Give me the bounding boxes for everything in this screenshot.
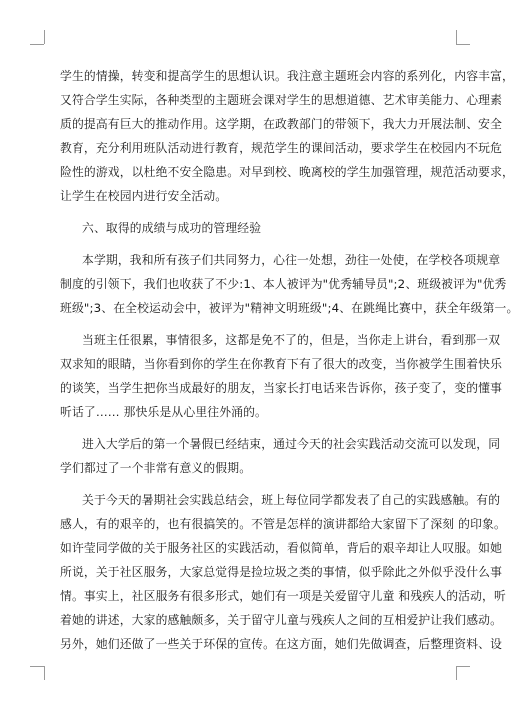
paragraph	[60, 432, 501, 480]
text-line: 质的提高有巨大的推动作用。这学期，在政教部门的带领下，我大力开展法制、安全	[60, 117, 503, 131]
text-line: 另外，她们还做了一些关于环保的宣传。在这方面，她们先做调查，后整理资料、设	[60, 637, 503, 651]
text-line: 关于今天的暑期社会实践总结会，班上每位同学都发表了自己的实践感触。有的	[82, 493, 501, 507]
paragraph	[60, 488, 506, 656]
text-line: 双求知的眼睛，当你看到你的学生在你教育下有了很大的改变，当你被学生围着快乐	[60, 357, 503, 371]
text-line: 的谈笑，当学生把你当成最好的朋友，当家长打电话来告诉你，孩子变了，变的懂事	[60, 381, 503, 395]
text-line: 学生的情操，转变和提高学生的思想认识。我注意主题班会内容的系列化，内容丰富，	[60, 69, 514, 83]
crop-mark-top-right-v	[456, 30, 457, 44]
crop-mark-bottom-right-v	[456, 666, 457, 680]
crop-mark-bottom-left-h	[30, 666, 44, 667]
crop-mark-bottom-right-h	[456, 666, 470, 667]
text-line: 学们都过了一个非常有意义的假期。	[60, 461, 252, 475]
paragraph	[60, 248, 518, 320]
text-line: 感人，有的艰辛的，也有很搞笑的。不管是怎样的演讲都给大家留下了深刻 的印象。	[60, 517, 506, 531]
crop-mark-top-left-v	[44, 30, 45, 44]
text-line: 如许莹同学做的关于服务社区的实践活动，看似简单，背后的艰辛却让人叹服。如她	[60, 541, 503, 555]
text-line: 制度的引领下，我们也收获了不少:1、本人被评为"优秀辅导员";2、班级被评为"优秀	[60, 277, 507, 291]
crop-mark-top-right-h	[456, 44, 470, 45]
text-line: 六、取得的成绩与成功的管理经验	[82, 221, 262, 235]
text-line: 进入大学后的第一个暑假已经结束，通过今天的社会实践活动交流可以发现，同	[82, 437, 501, 451]
crop-mark-top-left-h	[30, 44, 44, 45]
document-body	[60, 64, 518, 664]
text-line: 当班主任很累，事情很多，这都是免不了的，但是，当你走上讲台，看到那一双	[82, 333, 501, 347]
text-line: 班级";3、在全校运动会中，被评为"精神文明班级";4、在跳绳比赛中，获全年级第一。	[60, 301, 518, 315]
text-line: 险性的游戏，以杜绝不安全隐患。对早到校、晚离校的学生加强管理，规范活动要求，	[60, 165, 514, 179]
text-line: 教育，充分利用班队活动进行教育，规范学生的课间活动，要求学生在校园内不玩危	[60, 141, 503, 155]
text-line: 本学期，我和所有孩子们共同努力，心往一处想，劲往一处使，在学校各项规章	[82, 253, 501, 267]
crop-mark-bottom-left-v	[44, 666, 45, 680]
text-line: 所说，关于社区服务，大家总觉得是捡垃圾之类的事情，似乎除此之外似乎没什么事	[60, 565, 503, 579]
paragraph	[60, 328, 503, 424]
text-line: 又符合学生实际，各种类型的主题班会课对学生的思想道德、艺术审美能力、心理素	[60, 93, 503, 107]
text-line: 听话了…… 那快乐是从心里往外涌的。	[60, 405, 267, 419]
paragraph	[60, 216, 444, 240]
text-line: 情。事实上，社区服务有很多形式，她们有一项是关爱留守儿童 和残疾人的活动，听	[60, 589, 506, 603]
text-line: 让学生在校园内进行安全活动。	[60, 189, 228, 203]
text-line: 着她的讲述，大家的感触颇多，关于留守儿童与残疾人之间的互相爱护让我们感动。	[60, 613, 503, 627]
paragraph	[60, 64, 514, 208]
